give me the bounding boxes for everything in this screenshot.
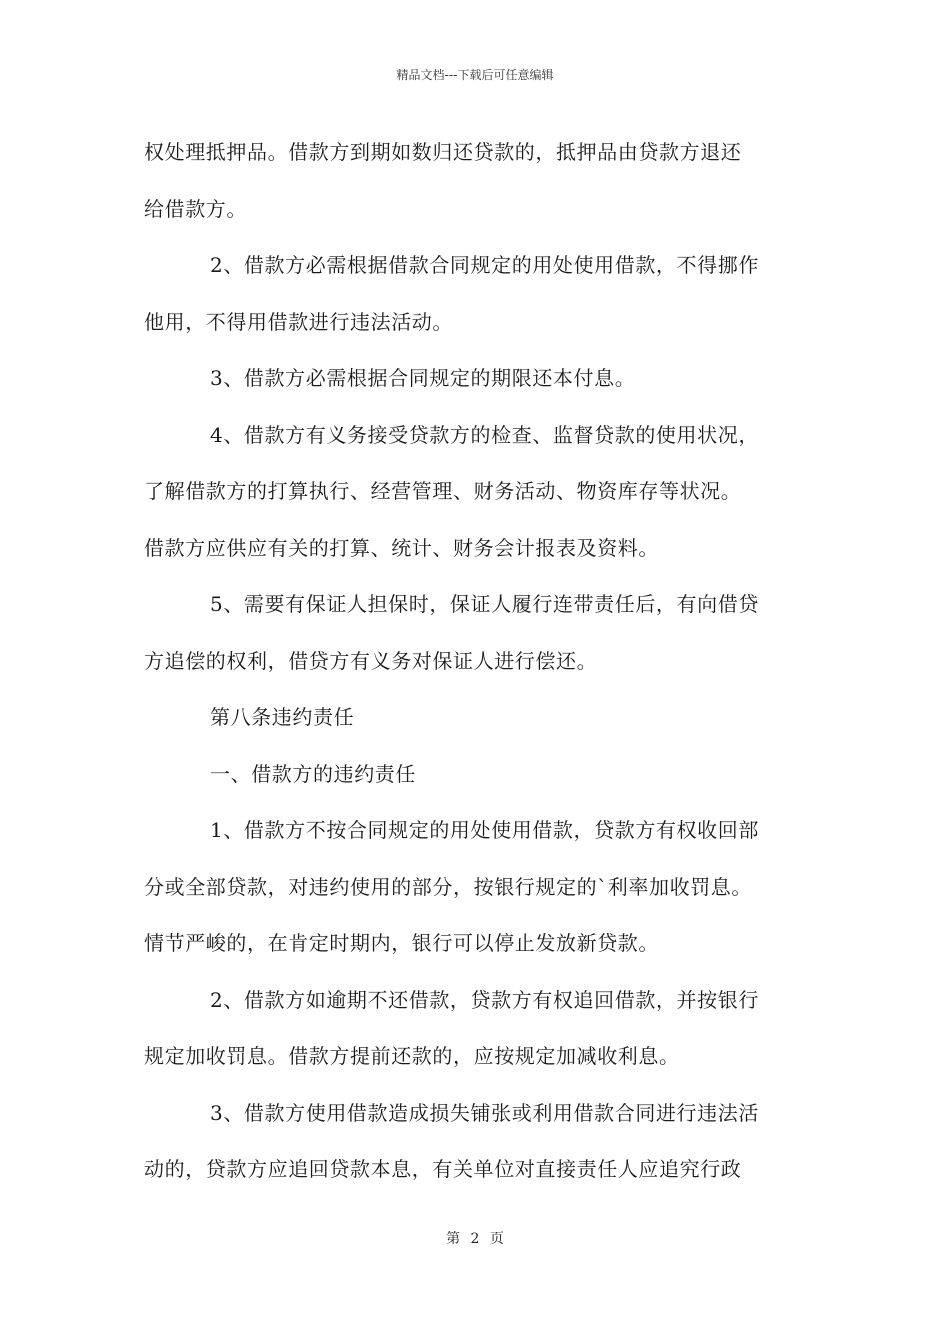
text-line: 3、借款方必需根据合同规定的期限还本付息。 [210,366,636,390]
text-line: 权处理抵押品。借款方到期如数归还贷款的，抵押品由贷款方退还 [144,140,742,164]
text-line: 他用，不得用借款进行违法活动。 [144,309,453,334]
page-footer [0,1228,950,1248]
text-line: 2、借款方如逾期不还借款，贷款方有权追回借款，并按银行 [210,987,759,1012]
page-label-prefix: 第 [446,1231,461,1247]
text-line: 方追偿的权利，借贷方有义务对保证人进行偿还。 [144,648,598,673]
text-line: 给借款方。 [144,196,247,221]
text-line: 动的，贷款方应追回贷款本息，有关单位对直接责任人应追究行政 [144,1157,742,1181]
page-header: 精品文档---下载后可任意编辑 [396,68,554,82]
text-line: 1、借款方不按合同规定的用处使用借款，贷款方有权收回部 [210,818,759,842]
text-line: 借款方应供应有关的打算、统计、财务会计报表及资料。 [144,535,659,560]
text-line: 2、借款方必需根据借款合同规定的用处使用借款，不得挪作 [210,253,759,277]
text-line: 5、需要有保证人担保时，保证人履行连带责任后，有向借贷 [210,592,759,616]
text-line: 第八条违约责任 [210,705,355,729]
text-line: 规定加收罚息。借款方提前还款的，应按规定加减收利息。 [144,1044,680,1068]
text-line: 4、借款方有义务接受贷款方的检查、监督贷款的使用状况， [210,422,759,447]
text-line: 情节严峻的，在肯定时期内，银行可以停止发放新贷款。 [144,931,659,955]
text-line: 分或全部贷款，对违约使用的部分，按银行规定的`利率加收罚息。 [144,874,752,899]
document-body [144,126,808,1200]
page-number: 2 [470,1231,480,1247]
page-label-suffix: 页 [489,1231,504,1247]
text-line: 一、借款方的违约责任 [210,761,416,786]
text-line: 了解借款方的打算执行、经营管理、财务活动、物资库存等状况。 [144,479,742,503]
text-line: 3、借款方使用借款造成损失铺张或利用借款合同进行违法活 [210,1100,759,1125]
